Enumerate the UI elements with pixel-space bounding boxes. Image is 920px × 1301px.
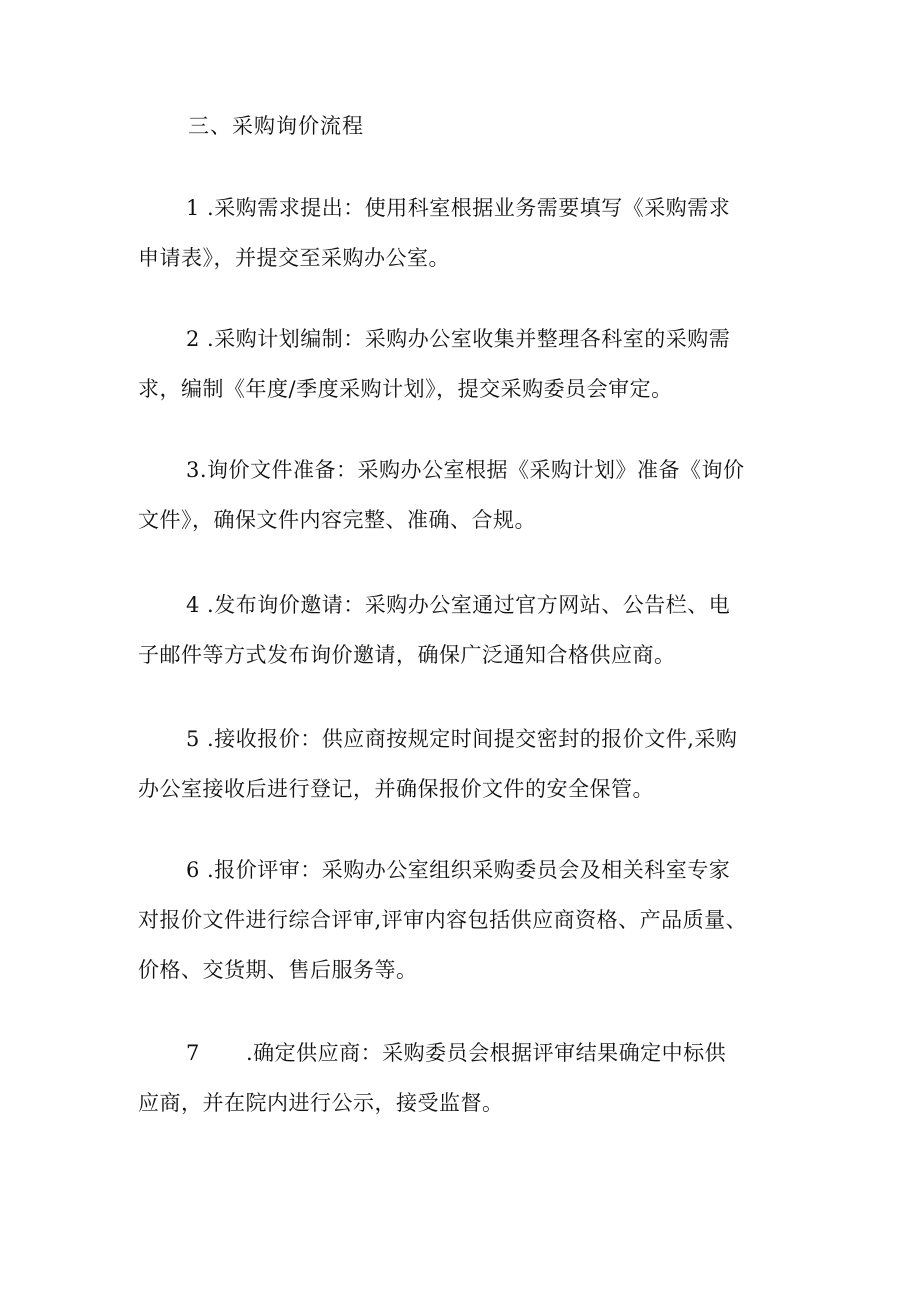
paragraph-line xyxy=(138,580,788,630)
paragraph-7 xyxy=(138,1028,788,1128)
line-text: .询价文件准备：采购办公室根据《采购计划》准备《询价 xyxy=(199,458,745,482)
paragraph-line: 子邮件等方式发布询价邀请，确保广泛通知合格供应商。 xyxy=(138,643,676,667)
step-number: 6 xyxy=(186,858,200,882)
line-text: .采购需求提出：使用科室根据业务需要填写《采购需求 xyxy=(199,196,731,220)
paragraph-2 xyxy=(138,314,788,414)
paragraph-line: 求，编制《年度/季度采购计划》，提交采购委员会审定。 xyxy=(138,377,673,401)
section-heading: 三、采购询价流程 xyxy=(188,114,364,138)
paragraph-3 xyxy=(138,445,788,545)
paragraph-line xyxy=(138,183,788,233)
step-number: 2 xyxy=(186,327,200,351)
paragraph-line: 价格、交货期、售后服务等。 xyxy=(138,958,418,982)
line-text: .报价评审：采购办公室组织采购委员会及相关科室专家 xyxy=(199,858,731,882)
paragraph-line xyxy=(138,314,788,364)
paragraph-6 xyxy=(138,845,788,995)
line-text: .接收报价：供应商按规定时间提交密封的报价文件,采购 xyxy=(199,727,738,751)
paragraph-line xyxy=(138,1028,788,1078)
step-number: 5 xyxy=(186,727,200,751)
step-number: 1 xyxy=(186,196,200,220)
line-text: .发布询价邀请：采购办公室通过官方网站、公告栏、电 xyxy=(199,593,731,617)
paragraph-1 xyxy=(138,183,788,283)
step-number: 3 xyxy=(186,458,200,482)
paragraph-line: 对报价文件进行综合评审,评审内容包括供应商资格、产品质量、 xyxy=(138,908,748,932)
paragraph-line xyxy=(138,714,788,764)
paragraph-line: 申请表》，并提交至采购办公室。 xyxy=(138,246,450,270)
line-text: .确定供应商：采购委员会根据评审结果确定中标供 xyxy=(246,1041,727,1065)
paragraph-4 xyxy=(138,580,788,680)
step-number: 4 xyxy=(186,593,200,617)
paragraph-5 xyxy=(138,714,788,814)
line-text: .采购计划编制：采购办公室收集并整理各科室的采购需 xyxy=(199,327,731,351)
step-number: 7 xyxy=(186,1041,200,1065)
paragraph-line xyxy=(138,445,788,495)
paragraph-line: 应商，并在院内进行公示，接受监督。 xyxy=(138,1091,504,1115)
paragraph-line: 办公室接收后进行登记，并确保报价文件的安全保管。 xyxy=(138,777,654,801)
paragraph-line xyxy=(138,845,788,895)
paragraph-line: 文件》，确保文件内容完整、准确、合规。 xyxy=(138,508,536,532)
